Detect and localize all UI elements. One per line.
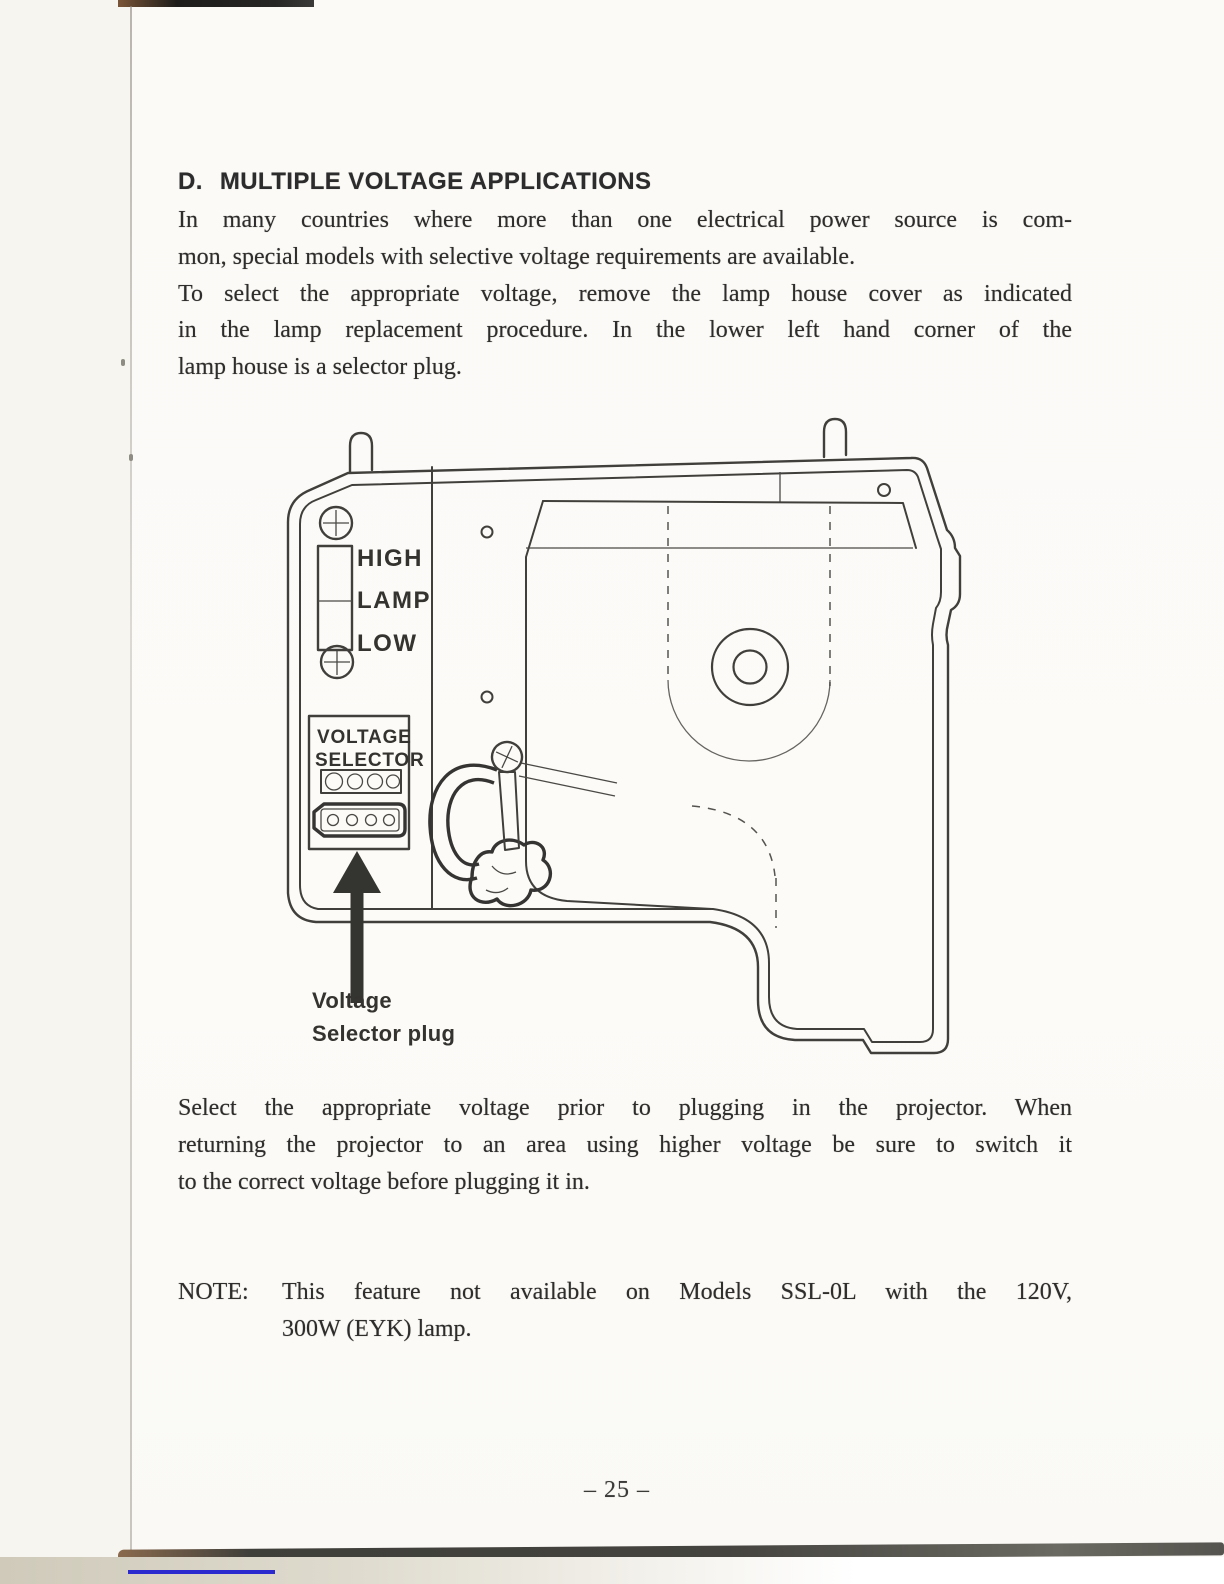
mounting-pin-right [824,419,846,457]
phillips-screw-icon [320,507,352,539]
paragraph-line: Select the appropriate voltage prior to plugging in the projector. When [178,1095,1072,1121]
lamp-house-diagram [270,405,980,1075]
margin-mark [129,454,133,461]
reflector-arc [668,680,830,761]
lamp-module-top-edge [543,501,916,548]
switch-label-lamp: LAMP [357,587,431,614]
selector-receptacle [321,770,401,793]
voltage-selector-title-2: SELECTOR [315,750,425,771]
section-letter: D. [178,168,203,195]
note-line: This feature not available on Models SSL-0L with the 120V, [282,1279,1072,1305]
voltage-selector-title-1: VOLTAGE [317,727,412,748]
body-paragraph [178,1090,1072,1200]
section-title: MULTIPLE VOLTAGE APPLICATIONS [219,168,652,195]
selector-plug [314,804,405,836]
paragraph-line: lamp house is a selector plug. [178,354,462,381]
phillips-screw-icon [487,737,527,777]
note-label: NOTE: [178,1279,249,1305]
margin-mark [121,359,125,366]
figure-caption-line1: Voltage [312,988,392,1013]
blue-pen-mark [128,1570,275,1574]
hole-mark [482,692,493,703]
paragraph-line: In many countries where more than one electrical power source is com- [178,207,1072,233]
mounting-pin-left [350,433,372,472]
switch-label-high: HIGH [357,545,423,572]
section-heading [178,168,1108,196]
hole-mark [482,527,493,538]
page-number: – 25 – [584,1477,650,1503]
lamp-module-left-edge [526,501,712,909]
lamp-socket-outer-circle [712,629,788,705]
hidden-arc-lower [692,806,775,876]
paragraph-line: in the lamp replacement procedure. In the lower left hand corner of the [178,317,1072,344]
paragraph-line: returning the projector to an area using higher voltage be sure to switch it [178,1131,1072,1158]
lamp-switch [318,546,352,650]
lamp-socket-inner-circle [734,651,767,684]
note-block [178,1274,1072,1348]
switch-label-low: LOW [357,630,418,657]
page-gutter [0,0,130,1584]
cable-and-lever [430,737,617,906]
intro-paragraph [178,202,1072,386]
figure-caption-line2: Selector plug [312,1021,456,1046]
paragraph-line: To select the appropriate voltage, remove the lamp house cover as indicated [178,280,1072,307]
note-line: 300W (EYK) lamp. [282,1316,472,1342]
paragraph-line: mon, special models with selective voltage requirements are available. [178,243,856,270]
paragraph-line: to the correct voltage before plugging it in. [178,1168,590,1195]
page-edge-line [130,6,132,1558]
hole-mark [878,484,890,496]
scan-edge-top [118,0,314,7]
arrow-up-icon [333,851,381,1003]
